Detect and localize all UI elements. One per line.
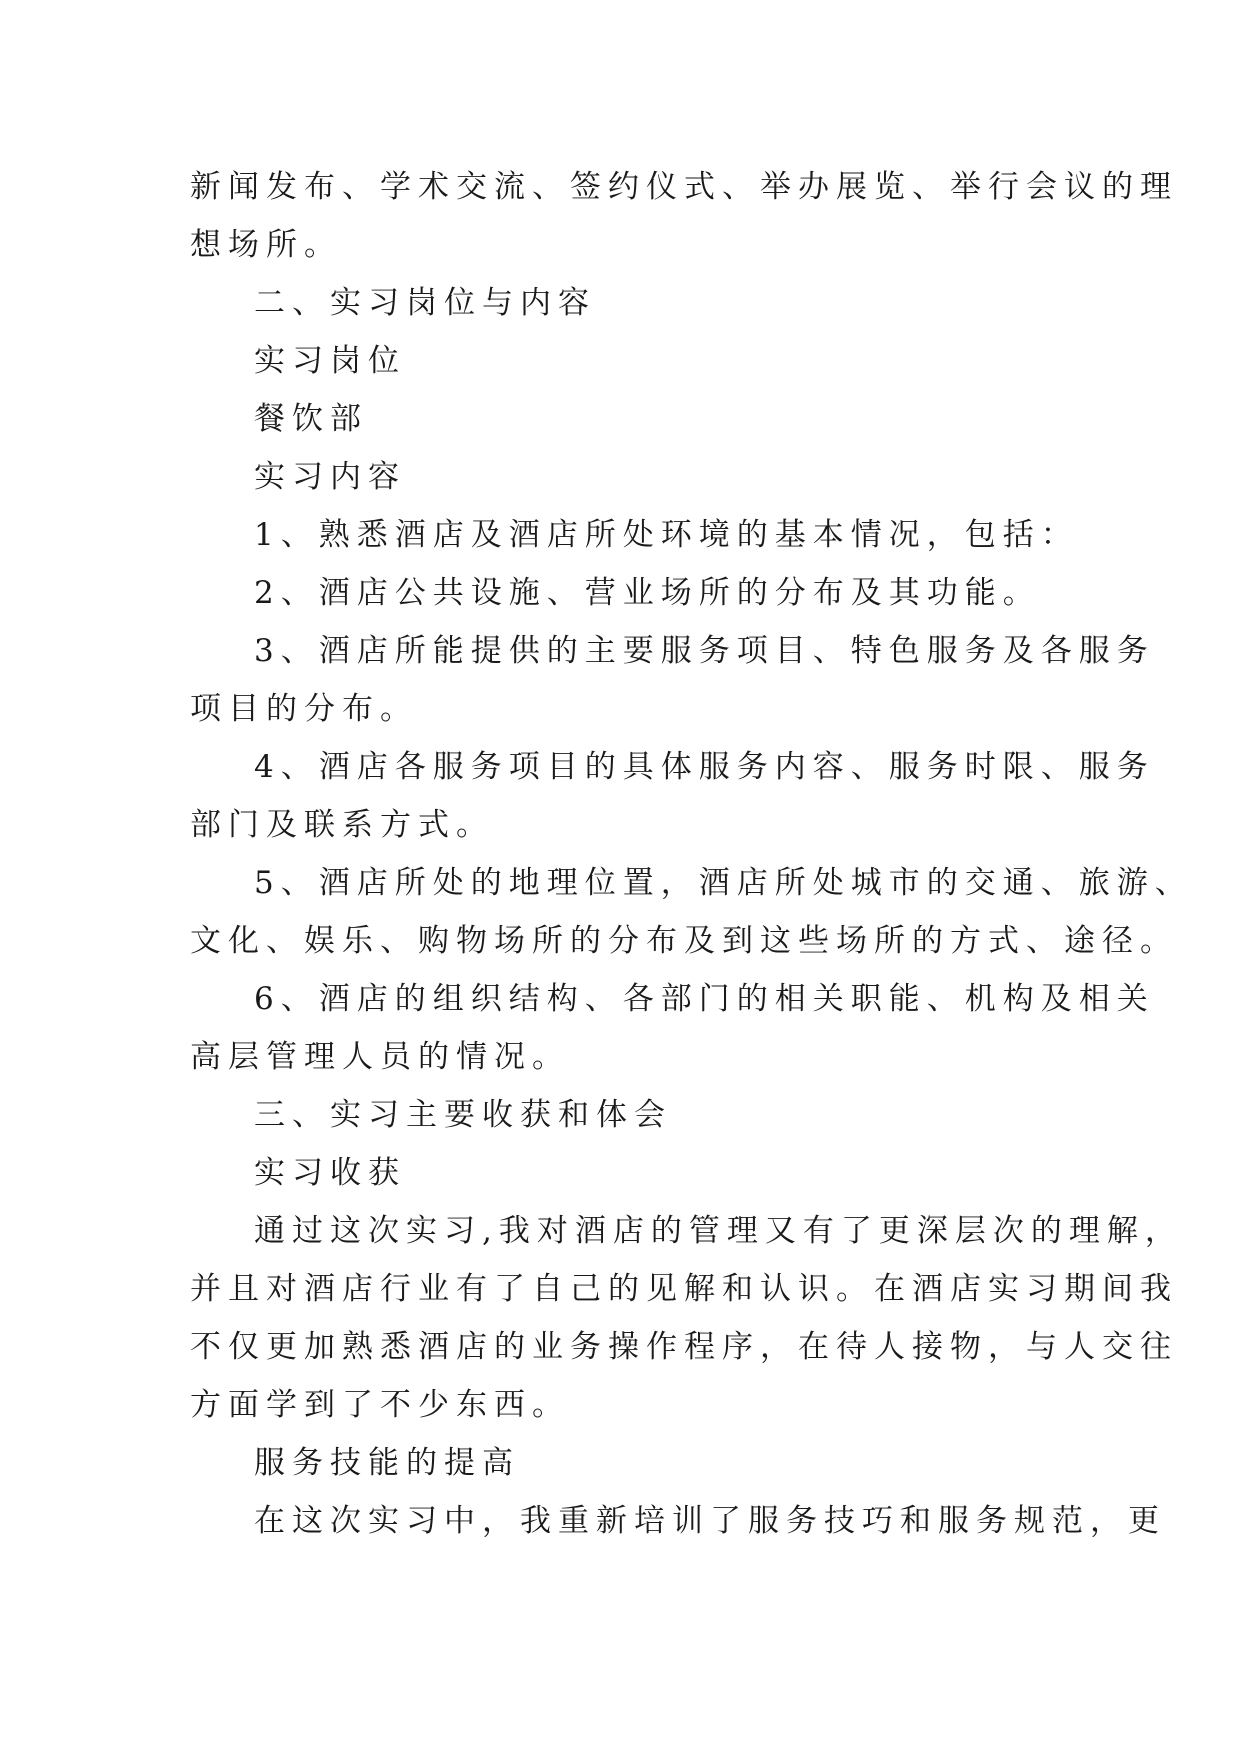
text-line: 实习内容 xyxy=(254,459,406,495)
text-line: 实习岗位 xyxy=(254,343,406,379)
text-line: 高层管理人员的情况。 xyxy=(190,1039,570,1075)
text-line: 三、实习主要收获和体会 xyxy=(254,1097,672,1133)
text-line: 餐饮部 xyxy=(254,401,368,437)
text-line: 4、酒店各服务项目的具体服务内容、服务时限、服务 xyxy=(254,749,1155,785)
text-line: 实习收获 xyxy=(254,1155,406,1191)
document-body xyxy=(190,158,1193,1550)
text-line: 3、酒店所能提供的主要服务项目、特色服务及各服务 xyxy=(254,633,1155,669)
text-line: 新闻发布、学术交流、签约仪式、举办展览、举行会议的理 xyxy=(190,169,1178,205)
text-line: 想场所。 xyxy=(190,227,342,263)
text-line: 二、实习岗位与内容 xyxy=(254,285,596,321)
text-line: 6、酒店的组织结构、各部门的相关职能、机构及相关 xyxy=(254,981,1155,1017)
text-line: 5、酒店所处的地理位置，酒店所处城市的交通、旅游、 xyxy=(254,865,1193,901)
text-line: 1、熟悉酒店及酒店所处环境的基本情况，包括： xyxy=(254,517,1079,553)
text-line: 不仅更加熟悉酒店的业务操作程序，在待人接物，与人交往 xyxy=(190,1329,1178,1365)
text-line: 项目的分布。 xyxy=(190,691,418,727)
text-line: 通过这次实习,我对酒店的管理又有了更深层次的理解， xyxy=(254,1213,1183,1249)
text-line: 服务技能的提高 xyxy=(254,1445,520,1481)
text-line: 部门及联系方式。 xyxy=(190,807,494,843)
text-line: 并且对酒店行业有了自己的见解和认识。在酒店实习期间我 xyxy=(190,1271,1178,1307)
text-line: 2、酒店公共设施、营业场所的分布及其功能。 xyxy=(254,575,1041,611)
text-line: 在这次实习中，我重新培训了服务技巧和服务规范，更 xyxy=(254,1503,1166,1539)
text-line: 方面学到了不少东西。 xyxy=(190,1387,570,1423)
text-line: 文化、娱乐、购物场所的分布及到这些场所的方式、途径。 xyxy=(190,923,1178,959)
